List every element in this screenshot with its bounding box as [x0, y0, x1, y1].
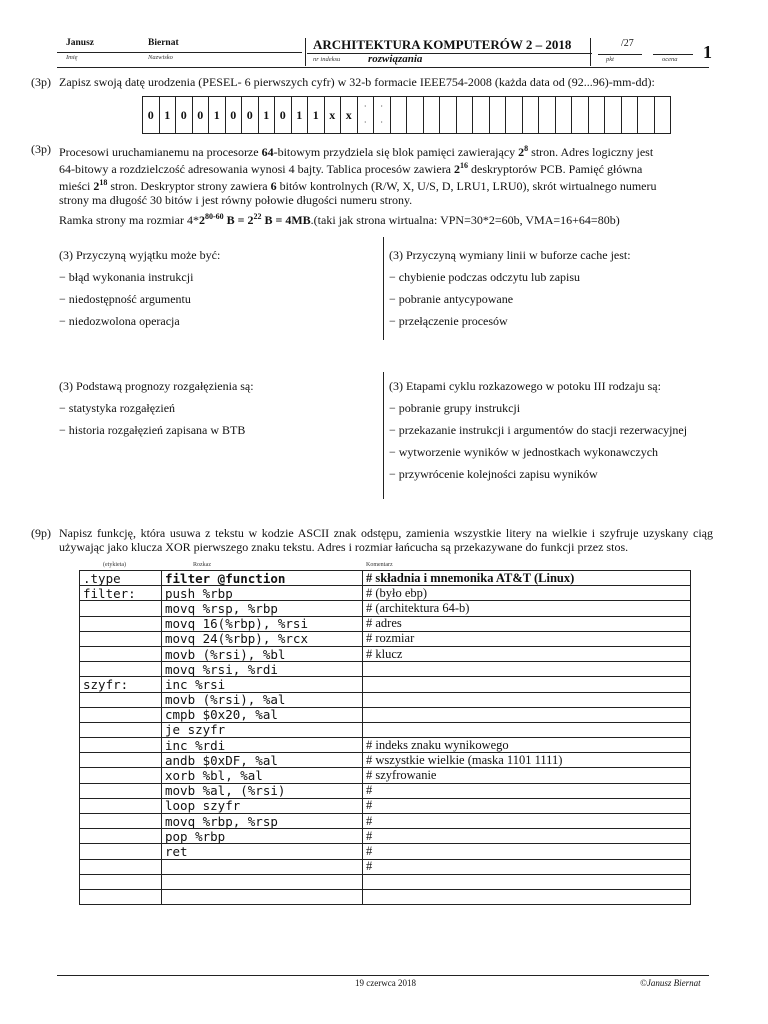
- bit-cell: · ·: [374, 97, 391, 134]
- q2-answer: Ramka strony ma rozmiar 4*2$^{80-60}$ $B = 2^{22}$ B = 4MB.(taki jak strona wirtualna: VPN=30*2=60b, VMA=16+64=80b): [59, 212, 620, 227]
- bit-cell: x: [324, 97, 341, 134]
- bit-cell: [489, 97, 506, 134]
- instruction-cell: je szyfr: [162, 722, 363, 737]
- bit-cell: [555, 97, 572, 134]
- bit-cell: x: [341, 97, 358, 134]
- instruction-cell: movq 24(%rbp), %rcx: [162, 631, 363, 646]
- comment-cell: #: [363, 859, 691, 874]
- bit-cell: [440, 97, 457, 134]
- bit-cell: [605, 97, 622, 134]
- table-row: [80, 768, 691, 783]
- box-exception-causes: [59, 248, 374, 328]
- box-title: (3) Etapami cyklu rozkazowego w potoku III rodzaju są:: [389, 379, 661, 393]
- footer-rule: [57, 975, 709, 976]
- bit-cell: 0: [176, 97, 193, 134]
- course-title: ARCHITEKTURA KOMPUTERÓW 2 – 2018: [313, 37, 572, 52]
- table-row: [80, 677, 691, 692]
- instruction-cell: [162, 889, 363, 904]
- box-title: (3) Podstawą prognozy rozgałęzienia są:: [59, 379, 254, 393]
- table-row: [80, 616, 691, 631]
- instruction-cell: [162, 859, 363, 874]
- list-item: − niedostępność argumentu: [59, 292, 191, 306]
- label-cell: [80, 814, 162, 829]
- bit-cell: 0: [242, 97, 259, 134]
- comment-cell: #: [363, 783, 691, 798]
- header-rule: [57, 67, 709, 68]
- bit-cell: [423, 97, 440, 134]
- table-row: [80, 814, 691, 829]
- max-points: /27: [621, 38, 634, 49]
- bit-cell: 0: [225, 97, 242, 134]
- box-branch-prediction: [59, 379, 374, 437]
- bit-cell: 1: [258, 97, 275, 134]
- ieee754-bit-grid: [142, 96, 671, 134]
- instruction-cell: movq %rsi, %rdi: [162, 662, 363, 677]
- comment-cell: # (architektura 64-b): [363, 601, 691, 616]
- bit-cell: [588, 97, 605, 134]
- bit-cell: 1: [308, 97, 325, 134]
- grade-underline: [653, 54, 693, 55]
- comment-cell: [363, 707, 691, 722]
- comment-cell: #: [363, 844, 691, 859]
- bit-cell: [621, 97, 638, 134]
- instruction-cell: movq %rbp, %rsp: [162, 814, 363, 829]
- table-row: [80, 829, 691, 844]
- instruction-cell: pop %rbp: [162, 829, 363, 844]
- table-row: [80, 707, 691, 722]
- label-cell: [80, 889, 162, 904]
- box-divider-top: [383, 237, 384, 340]
- bit-cell: [572, 97, 589, 134]
- label-cell: [80, 631, 162, 646]
- label-cell: [80, 859, 162, 874]
- header-first-name: Janusz: [66, 38, 94, 48]
- grade-caption: ocena: [662, 56, 678, 63]
- footer-date: 19 czerwca 2018: [355, 978, 416, 988]
- header-last-name: Biernat: [148, 38, 179, 48]
- box-cache-replacement: [389, 248, 711, 328]
- q2-points: (3p): [31, 142, 51, 156]
- table-row: [80, 692, 691, 707]
- table-row: [80, 738, 691, 753]
- label-cell: .type: [80, 571, 162, 586]
- bit-cell: 1: [291, 97, 308, 134]
- label-cell: [80, 692, 162, 707]
- table-row: [80, 722, 691, 737]
- comment-cell: # adres: [363, 616, 691, 631]
- comment-cell: # (było ebp): [363, 586, 691, 601]
- col-comment-header: Komentarz: [366, 562, 393, 568]
- comment-cell: # klucz: [363, 646, 691, 661]
- first-name-caption: Imię: [66, 54, 78, 61]
- header-divider: [305, 38, 306, 66]
- bit-cell: 1: [159, 97, 176, 134]
- label-cell: [80, 798, 162, 813]
- bit-cell: [638, 97, 655, 134]
- list-item: − pobranie grupy instrukcji: [389, 401, 521, 415]
- pkt-caption: pkt: [606, 56, 614, 63]
- col-instr-header: Rozkaz: [193, 562, 211, 568]
- table-row: [80, 783, 691, 798]
- instruction-cell: ret: [162, 844, 363, 859]
- q3-text: Napisz funkcję, która usuwa z tekstu w kodzie ASCII znak odstępu, zamienia wszystkie litery na wielkie i szyfruje uzyskany ciąg używając jako klucza XOR pierwszego znaku tekstu. Adres i rozmiar łańcucha są przekazywane do funkcji przez stos.: [59, 526, 713, 554]
- comment-cell: #: [363, 814, 691, 829]
- label-cell: [80, 844, 162, 859]
- index-caption: nr indeksu: [313, 56, 341, 63]
- instruction-cell: movb (%rsi), %bl: [162, 646, 363, 661]
- instruction-cell: cmpb $0x20, %al: [162, 707, 363, 722]
- list-item: − niedozwolona operacja: [59, 314, 180, 328]
- table-row: [80, 571, 691, 586]
- list-item: − pobranie antycypowane: [389, 292, 514, 306]
- instruction-cell: andb $0xDF, %al: [162, 753, 363, 768]
- instruction-cell: xorb %bl, %al: [162, 768, 363, 783]
- bit-cell: 1: [209, 97, 226, 134]
- bit-cell: [654, 97, 671, 134]
- instruction-cell: inc %rsi: [162, 677, 363, 692]
- label-cell: [80, 829, 162, 844]
- bit-cell: [522, 97, 539, 134]
- instruction-cell: movq 16(%rbp), %rsi: [162, 616, 363, 631]
- comment-cell: # wszystkie wielkie (maska 1101 1111): [363, 753, 691, 768]
- instruction-cell: movb (%rsi), %al: [162, 692, 363, 707]
- table-row: [80, 662, 691, 677]
- comment-cell: [363, 677, 691, 692]
- list-item: − przekazanie instrukcji i argumentów do stacji rezerwacyjnej: [389, 423, 688, 437]
- header-divider-2: [590, 38, 591, 66]
- q3-points: (9p): [31, 526, 51, 540]
- instruction-cell: inc %rdi: [162, 738, 363, 753]
- points-underline: [598, 54, 642, 55]
- bit-cell: [473, 97, 490, 134]
- instruction-cell: movq %rsp, %rbp: [162, 601, 363, 616]
- bit-cell: [456, 97, 473, 134]
- comment-cell: [363, 662, 691, 677]
- col-label-header: (etykieta): [103, 562, 126, 568]
- instruction-cell: push %rbp: [162, 586, 363, 601]
- label-cell: [80, 874, 162, 889]
- label-cell: [80, 768, 162, 783]
- bit-cell: 0: [143, 97, 160, 134]
- table-row: [80, 844, 691, 859]
- table-row: [80, 798, 691, 813]
- table-row: [80, 586, 691, 601]
- label-cell: [80, 722, 162, 737]
- comment-cell: # indeks znaku wynikowego: [363, 738, 691, 753]
- label-cell: [80, 753, 162, 768]
- label-cell: [80, 783, 162, 798]
- footer-author: ©Janusz Biernat: [640, 978, 701, 988]
- instruction-cell: filter @function: [162, 571, 363, 586]
- last-name-caption: Nazwisko: [148, 54, 173, 61]
- bit-cell: [390, 97, 407, 134]
- bit-cell: [407, 97, 424, 134]
- list-item: − statystyka rozgałęzień: [59, 401, 176, 415]
- table-row: [80, 874, 691, 889]
- instruction-cell: loop szyfr: [162, 798, 363, 813]
- bit-cell: 0: [275, 97, 292, 134]
- assembly-code-table: [79, 570, 691, 905]
- instruction-cell: movb %al, (%rsi): [162, 783, 363, 798]
- q1-points: (3p): [31, 75, 51, 89]
- comment-cell: # składnia i mnemonika AT&T (Linux): [363, 571, 691, 586]
- label-cell: szyfr:: [80, 677, 162, 692]
- comment-cell: # rozmiar: [363, 631, 691, 646]
- subtitle-solutions: rozwiązania: [368, 53, 423, 65]
- label-cell: [80, 738, 162, 753]
- comment-cell: [363, 889, 691, 904]
- box-pipeline-stages: [389, 379, 711, 481]
- comment-cell: [363, 874, 691, 889]
- box-divider-bottom: [383, 372, 384, 499]
- comment-cell: #: [363, 829, 691, 844]
- label-cell: [80, 616, 162, 631]
- comment-cell: [363, 722, 691, 737]
- box-title: (3) Przyczyną wyjątku może być:: [59, 248, 221, 262]
- bit-cell: [539, 97, 556, 134]
- table-row: [80, 631, 691, 646]
- list-item: − przełączenie procesów: [389, 314, 508, 328]
- instruction-cell: [162, 874, 363, 889]
- label-cell: [80, 646, 162, 661]
- label-cell: [80, 707, 162, 722]
- table-row: [80, 859, 691, 874]
- table-row: [80, 889, 691, 904]
- list-item: − wytworzenie wyników w jednostkach wykonawczych: [389, 445, 659, 459]
- page-number: 1: [703, 42, 712, 62]
- label-cell: [80, 662, 162, 677]
- table-row: [80, 753, 691, 768]
- list-item: − przywrócenie kolejności zapisu wyników: [389, 467, 598, 481]
- index-underline: [307, 53, 592, 54]
- list-item: − chybienie podczas odczytu lub zapisu: [389, 270, 581, 284]
- bit-cell: · ·: [357, 97, 374, 134]
- list-item: − błąd wykonania instrukcji: [59, 270, 194, 284]
- bit-cell: 0: [192, 97, 209, 134]
- label-cell: filter:: [80, 586, 162, 601]
- q1-text: Zapisz swoją datę urodzenia (PESEL- 6 pierwszych cyfr) w 32-b formacie IEEE754-2008 (każda data od (92...96)-mm-dd):: [59, 75, 655, 89]
- comment-cell: #: [363, 798, 691, 813]
- q2-text: Procesowi uruchamianemu na procesorze 64-bitowym przydziela się blok pamięci zawierający $2^8$ stron. Adres logiczny jest 64-bitowy a rozdzielczość adresowania wynosi 4 bajty. Tablica procesów zawiera $2^{16}$ deskryptorów PCB. Pamięć główna mieści $2^{18}$ stron. Deskryptor strony zawiera 6 bitów kontrolnych (R/W, X, U/S, D, LRU1, LRU0), skrót wirtualnego numeru strony ma długość 30 bitów i jest równy połowie długości numeru strony. Ramka strony ma rozmiar 4*2$^{80-60}$ $B = 2^{22}$ B = 4MB.(taki jak strona wirtualna: VPN=30*2=60b, VMA=16+64=80b): [59, 142, 719, 227]
- comment-cell: [363, 692, 691, 707]
- header-name-underline: [57, 52, 302, 53]
- label-cell: [80, 601, 162, 616]
- comment-cell: # szyfrowanie: [363, 768, 691, 783]
- list-item: − historia rozgałęzień zapisana w BTB: [59, 423, 246, 437]
- box-title: (3) Przyczyną wymiany linii w buforze cache jest:: [389, 248, 631, 262]
- table-row: [80, 646, 691, 661]
- bit-cell: [506, 97, 523, 134]
- table-row: [80, 601, 691, 616]
